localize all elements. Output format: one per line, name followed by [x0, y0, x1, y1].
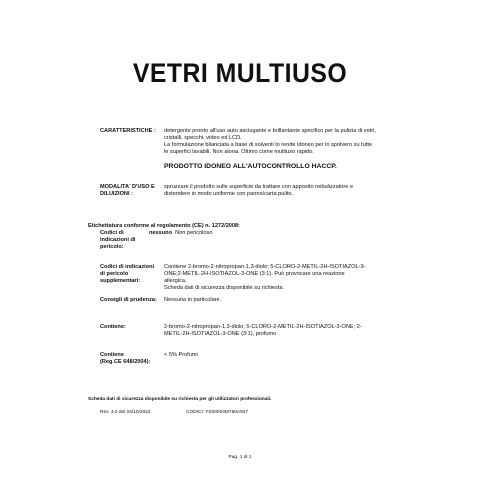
- contiene-line: 2-bromo-2-nitropropan-1,3-diolo; 5-CLORO-2-METIL-2H-ISOTIAZOL-3-ONE; 2-: [164, 324, 362, 330]
- supplementari-label-line: Codici di indicazioni: [100, 264, 155, 270]
- codice-text: CODICI: FS00004M750A937: [186, 410, 249, 415]
- caratteristiche-label: CARATTERISTICHE :: [100, 128, 156, 134]
- caratteristiche-line: detergente pronto all'uso auto asciugante e brillantante specifico per la pulizia di vetri,: [164, 128, 376, 134]
- supplementari-label-line: di pericolo: [100, 271, 129, 277]
- codici-pericolo-value-text: Non pericoloso: [175, 230, 213, 236]
- document-title: VETRI MULTIUSO: [132, 58, 348, 88]
- codici-pericolo-value-bold: nessuno: [149, 230, 173, 236]
- modalita-label: [100, 184, 155, 198]
- contiene-line: METIL-2H-ISOTIAZOL-3-ONE (3:1), profumo: [164, 331, 277, 337]
- supplementari-line: Scheda dati di sicurezza disponibile su richiesta.: [164, 285, 285, 291]
- contiene-reg-label: [100, 352, 150, 366]
- modalita-text: [164, 184, 474, 198]
- supplementari-line: allergica.: [164, 278, 187, 284]
- etichettatura-heading: Etichettatura conforme al regolamento (CE) n. 1272/2008:: [88, 223, 241, 229]
- contiene-reg-label-line: Contiene: [100, 352, 124, 358]
- contiene-reg-value: < 5% Profumi: [164, 352, 198, 358]
- contiene-text: [164, 324, 474, 338]
- caratteristiche-line: le superfici lavabili. Non alona. Ottimo come multiuso rapido.: [164, 149, 314, 155]
- codici-pericolo-value: [149, 230, 212, 237]
- modalita-label-line: DILUIZIONI :: [100, 191, 133, 197]
- prudenza-label: Consigli di prudenza:: [100, 297, 157, 303]
- supplementari-line: ONE;2-METIL-2H-ISOTIAZOL-3-ONE (3:1). Può provocare una reazione: [164, 271, 345, 277]
- prudenza-value: Nessuna in particolare.: [164, 297, 222, 303]
- page-number: Pag. 1 di 1: [228, 455, 252, 460]
- revision-text: Rev. 4.0 del 04/10/2022: [100, 410, 151, 415]
- modalita-line: spruzzare il prodotto sulle superficie da trattare con apposito nebulizzatore e: [164, 184, 354, 190]
- haccp-highlight: PRODOTTO IDONEO ALL'AUTOCONTROLLO HACCP.: [164, 163, 337, 170]
- modalita-line: distendere in modo uniforme con panno/carta pulito.: [164, 191, 294, 197]
- codici-pericolo-label-line: Codici di: [100, 230, 124, 236]
- supplementari-label: [100, 264, 154, 285]
- codici-pericolo-label-line: pericolo:: [100, 244, 124, 250]
- contiene-label: Contiene:: [100, 324, 126, 330]
- supplementari-line: Contiene 2-bromo-2-nitropropan-1,3-diolo; 5-CLORO-2-METIL-2H-ISOTIAZOL-3-: [164, 264, 366, 270]
- modalita-label-line: MODALITA' D'USO E: [100, 184, 155, 190]
- footer-note: Scheda dati di sicurezza disponibile su richiesta per gli utilizzatori professionali.: [88, 397, 272, 402]
- codici-pericolo-label: [100, 230, 135, 251]
- contiene-reg-label-line: (Reg.CE 648/2004):: [100, 359, 151, 365]
- supplementari-label-line: supplementari:: [100, 278, 141, 284]
- supplementari-text: [164, 264, 474, 292]
- codici-pericolo-label-line: indicazioni di: [100, 237, 136, 243]
- caratteristiche-line: cristalli, specchi, video ed LCD.: [164, 135, 242, 141]
- caratteristiche-text: [164, 128, 474, 156]
- caratteristiche-line: La formulazione bilanciata a base di solventi lo rende idoneo per lo spolvero su tutte: [164, 142, 373, 148]
